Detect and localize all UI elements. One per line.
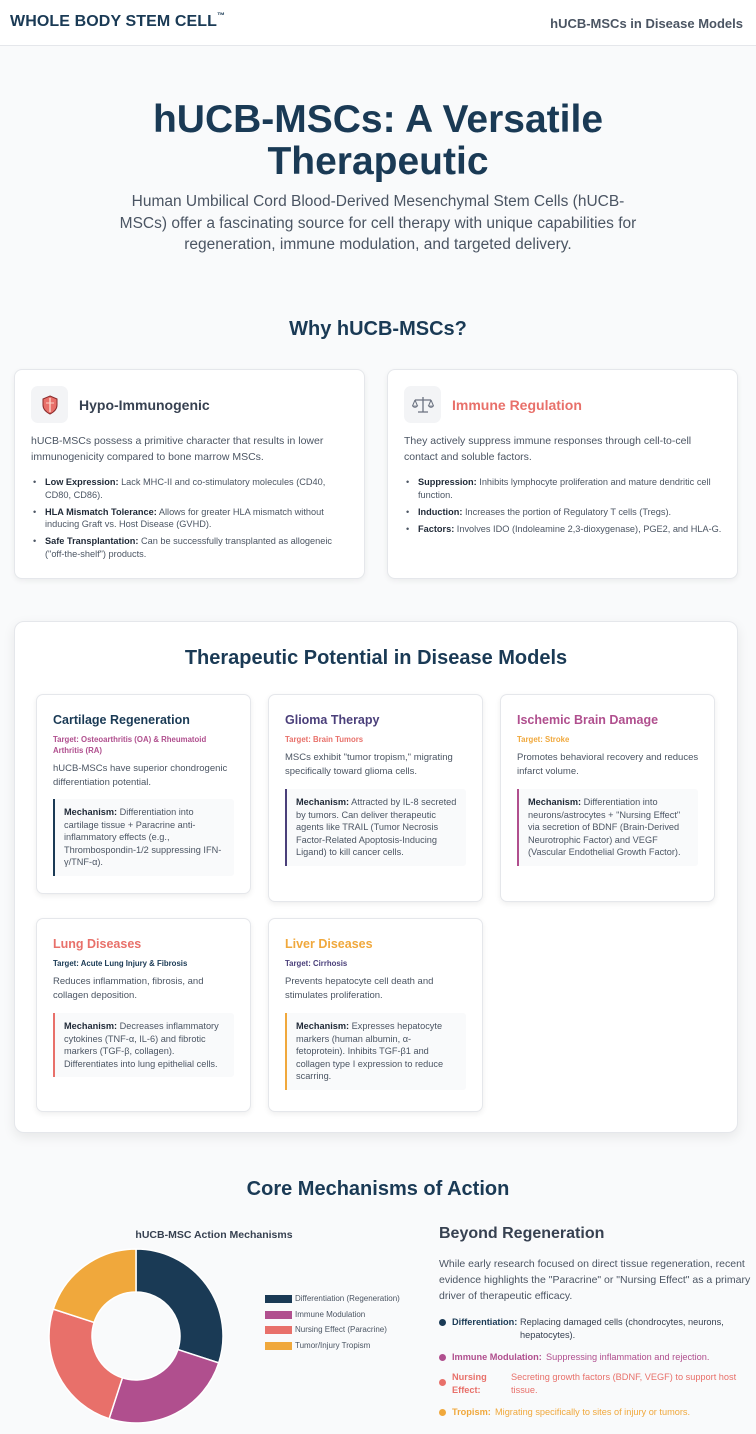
- chart-title: hUCB-MSC Action Mechanisms: [135, 1229, 293, 1241]
- mechanism-box: Mechanism: Differentiation into neurons/astrocytes + "Nursing Effect" via secretion of BDNF (Brain-Derived Neurotrophic Factor) and VEGF (Vascular Endothelial Growth Factor).: [517, 789, 698, 866]
- brand-logo[interactable]: WHOLE BODY STEM CELL™: [10, 11, 226, 30]
- disease-title: Liver Diseases: [285, 937, 373, 951]
- mechanism-box: Mechanism: Attracted by IL-8 secreted by tumors. Can deliver therapeutic agents like TRAIL (Tumor Necrosis Factor-Related Apoptosis-Inducing Ligand) to kill cancer cells.: [285, 789, 466, 866]
- slice-immune-modulation[interactable]: [109, 1350, 219, 1423]
- hypo-immunogenic-title: Hypo-Immunogenic: [79, 397, 210, 413]
- nav-link-disease-models[interactable]: hUCB-MSCs in Disease Models: [550, 16, 743, 31]
- core-mechanisms-heading: Core Mechanisms of Action: [246, 1178, 510, 1200]
- slice-differentiation[interactable]: [136, 1249, 223, 1363]
- bullet-dot: [439, 1319, 446, 1326]
- disease-card-glioma: [268, 694, 483, 902]
- mechanism-box: Mechanism: Expresses hepatocyte markers (human albumin, α-fetoprotein). Inhibits TGF-β1 and collagen type I expression to reduce scarring.: [285, 1013, 466, 1090]
- disease-target: Target: Cirrhosis: [285, 959, 348, 968]
- hero-title: hUCB-MSCs: A Versatile Therapeutic: [152, 98, 604, 183]
- disease-desc: Promotes behavioral recovery and reduces infarct volume.: [517, 752, 699, 777]
- mechanism-item-nursing: Nursing Effect: Secreting growth factors (BDNF, VEGF) to support host tissue.: [439, 1371, 749, 1399]
- hypo-immunogenic-card: [14, 369, 365, 579]
- disease-target: Target: Acute Lung Injury & Fibrosis: [53, 959, 188, 968]
- list-item: • Safe Transplantation: Can be successfully transplanted as allogeneic ("off-the-shelf") products.: [31, 535, 350, 560]
- beyond-regeneration-title: Beyond Regeneration: [439, 1225, 605, 1242]
- disease-title: Glioma Therapy: [285, 713, 380, 727]
- therapeutic-potential-heading: Therapeutic Potential in Disease Models: [184, 647, 568, 669]
- immune-regulation-bullets: [404, 476, 723, 540]
- list-item: • Factors: Involves IDO (Indoleamine 2,3-dioxygenase), PGE2, and HLA-G.: [404, 523, 723, 536]
- immune-regulation-card: [387, 369, 738, 579]
- disease-card-cartilage: [36, 694, 251, 894]
- legend-swatch: [265, 1295, 292, 1303]
- disease-desc: MSCs exhibit "tumor tropism," migrating specifically toward glioma cells.: [285, 752, 453, 777]
- mechanism-item-tropism: Tropism: Migrating specifically to sites of injury or tumors.: [439, 1406, 749, 1420]
- bullet-dot: [439, 1409, 446, 1416]
- disease-title: Ischemic Brain Damage: [517, 713, 659, 727]
- list-item: • Suppression: Inhibits lymphocyte proliferation and mature dendritic cell function.: [404, 476, 723, 501]
- legend-swatch: [265, 1311, 292, 1319]
- beyond-regeneration-desc: While early research focused on direct tissue regeneration, recent evidence highlights the "Paracrine" or "Nursing Effect" as a primary driver of therapeutic efficacy.: [439, 1258, 751, 1302]
- mechanism-box: Mechanism: Decreases inflammatory cytokines (TNF-α, IL-6) and fibrotic markers (TGF-β, collagen). Differentiates into lung epithelial cells.: [53, 1013, 234, 1077]
- shield-icon: [31, 386, 68, 423]
- disease-card-ischemic: [500, 694, 715, 902]
- disease-desc: Reduces inflammation, fibrosis, and collagen deposition.: [53, 976, 204, 1001]
- disease-title: Cartilage Regeneration: [53, 713, 190, 727]
- legend-swatch: [265, 1326, 292, 1334]
- mechanism-item-differentiation: Differentiation: Replacing damaged cells (chondrocytes, neurons, hepatocytes).: [439, 1316, 749, 1344]
- immune-regulation-title: Immune Regulation: [452, 397, 582, 413]
- scales-icon: [404, 386, 441, 423]
- list-item: • Low Expression: Lack MHC-II and co-stimulatory molecules (CD40, CD80, CD86).: [31, 476, 350, 501]
- hypo-immunogenic-bullets: [31, 476, 350, 565]
- hero-subtitle: Human Umbilical Cord Blood-Derived Mesenchymal Stem Cells (hUCB-MSCs) offer a fascinating source for cell therapy with unique capabilities for regeneration, immune modulation, and targeted delivery.: [119, 193, 637, 253]
- slice-tropism[interactable]: [53, 1249, 136, 1322]
- disease-title: Lung Diseases: [53, 937, 142, 951]
- bullet-dot: [439, 1379, 446, 1386]
- disease-card-lung: [36, 918, 251, 1112]
- therapeutic-potential-panel: [14, 621, 738, 1133]
- list-item: • HLA Mismatch Tolerance: Allows for greater HLA mismatch without inducing Graft vs. Host Disease (GVHD).: [31, 506, 350, 531]
- disease-target: Target: Brain Tumors: [285, 735, 364, 744]
- legend-swatch: [265, 1342, 292, 1350]
- bullet-dot: [439, 1354, 446, 1361]
- mechanism-box: Mechanism: Differentiation into cartilage tissue + Paracrine anti-inflammatory effects (e.g., Thrombospondin-1/2 suppressing IFN-γ/TNF-α).: [53, 799, 234, 876]
- mechanism-item-immune: Immune Modulation: Suppressing inflammation and rejection.: [439, 1351, 749, 1365]
- disease-desc: hUCB-MSCs have superior chondrogenic differentiation potential.: [53, 763, 228, 788]
- disease-target: Target: Stroke: [517, 735, 570, 744]
- immune-regulation-desc: They actively suppress immune responses through cell-to-cell contact and soluble factors.: [404, 435, 692, 463]
- top-bar: [0, 0, 756, 46]
- disease-target: Target: Osteoarthritis (OA) & Rheumatoid Arthritis (RA): [53, 735, 207, 755]
- slice-nursing-effect[interactable]: [49, 1309, 122, 1419]
- hypo-immunogenic-desc: hUCB-MSCs possess a primitive character that results in lower immunogenicity compared to bone marrow MSCs.: [31, 435, 324, 463]
- list-item: • Induction: Increases the portion of Regulatory T cells (Tregs).: [404, 506, 723, 519]
- disease-desc: Prevents hepatocyte cell death and stimulates proliferation.: [285, 976, 434, 1001]
- why-heading: Why hUCB-MSCs?: [289, 318, 467, 340]
- disease-card-liver: [268, 918, 483, 1112]
